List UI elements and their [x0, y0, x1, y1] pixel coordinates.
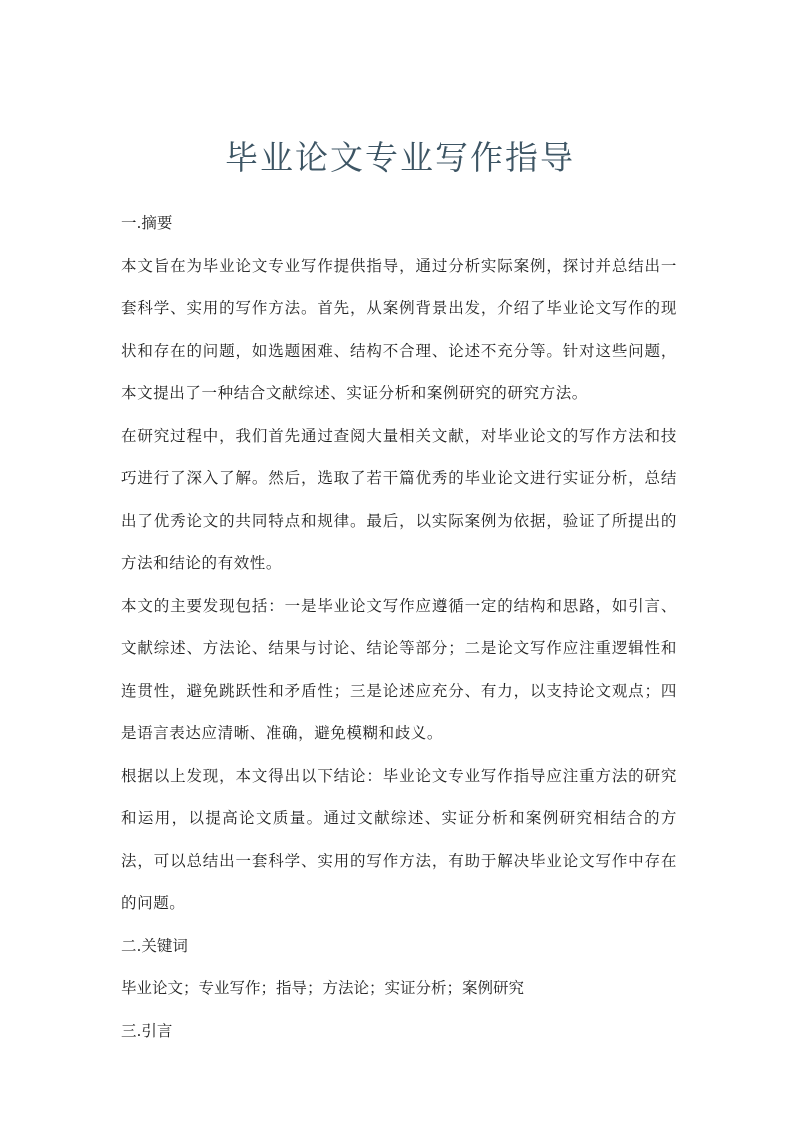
introduction-heading: 三.引言 — [121, 1021, 173, 1040]
abstract-paragraph-1: 本文旨在为毕业论文专业写作提供指导，通过分析实际案例，探讨并总结出一套科学、实用的写作方法。首先，从案例背景出发，介绍了毕业论文写作的现状和存在的问题，如选题困难、结构不合理、论述不充分等。针对这些问题，本文提出了一种结合文献综述、实证分析和案例研究的研究方法。 — [121, 256, 677, 402]
keywords-text: 毕业论文；专业写作；指导；方法论；实证分析；案例研究 — [121, 979, 525, 997]
abstract-paragraph-3: 本文的主要发现包括：一是毕业论文写作应遵循一定的结构和思路，如引言、文献综述、方法论、结果与讨论、结论等部分；二是论文写作应注重逻辑性和连贯性，避免跳跃性和矛盾性；三是论述应充分、有力，以支持论文观点；四是语言表达应清晰、准确，避免模糊和歧义。 — [121, 596, 677, 742]
keywords-heading: 二.关键词 — [121, 936, 188, 955]
document-body — [121, 202, 677, 1052]
abstract-paragraph-2: 在研究过程中，我们首先通过查阅大量相关文献，对毕业论文的写作方法和技巧进行了深入了解。然后，选取了若干篇优秀的毕业论文进行实证分析，总结出了优秀论文的共同特点和规律。最后，以实际案例为依据，验证了所提出的方法和结论的有效性。 — [121, 426, 677, 572]
abstract-paragraph-4: 根据以上发现，本文得出以下结论：毕业论文专业写作指导应注重方法的研究和运用，以提高论文质量。通过文献综述、实证分析和案例研究相结合的方法，可以总结出一套科学、实用的写作方法，有助于解决毕业论文写作中存在的问题。 — [121, 766, 677, 912]
document-title: 毕业论文专业写作指导 — [225, 138, 575, 177]
abstract-heading: 一.摘要 — [121, 214, 173, 232]
